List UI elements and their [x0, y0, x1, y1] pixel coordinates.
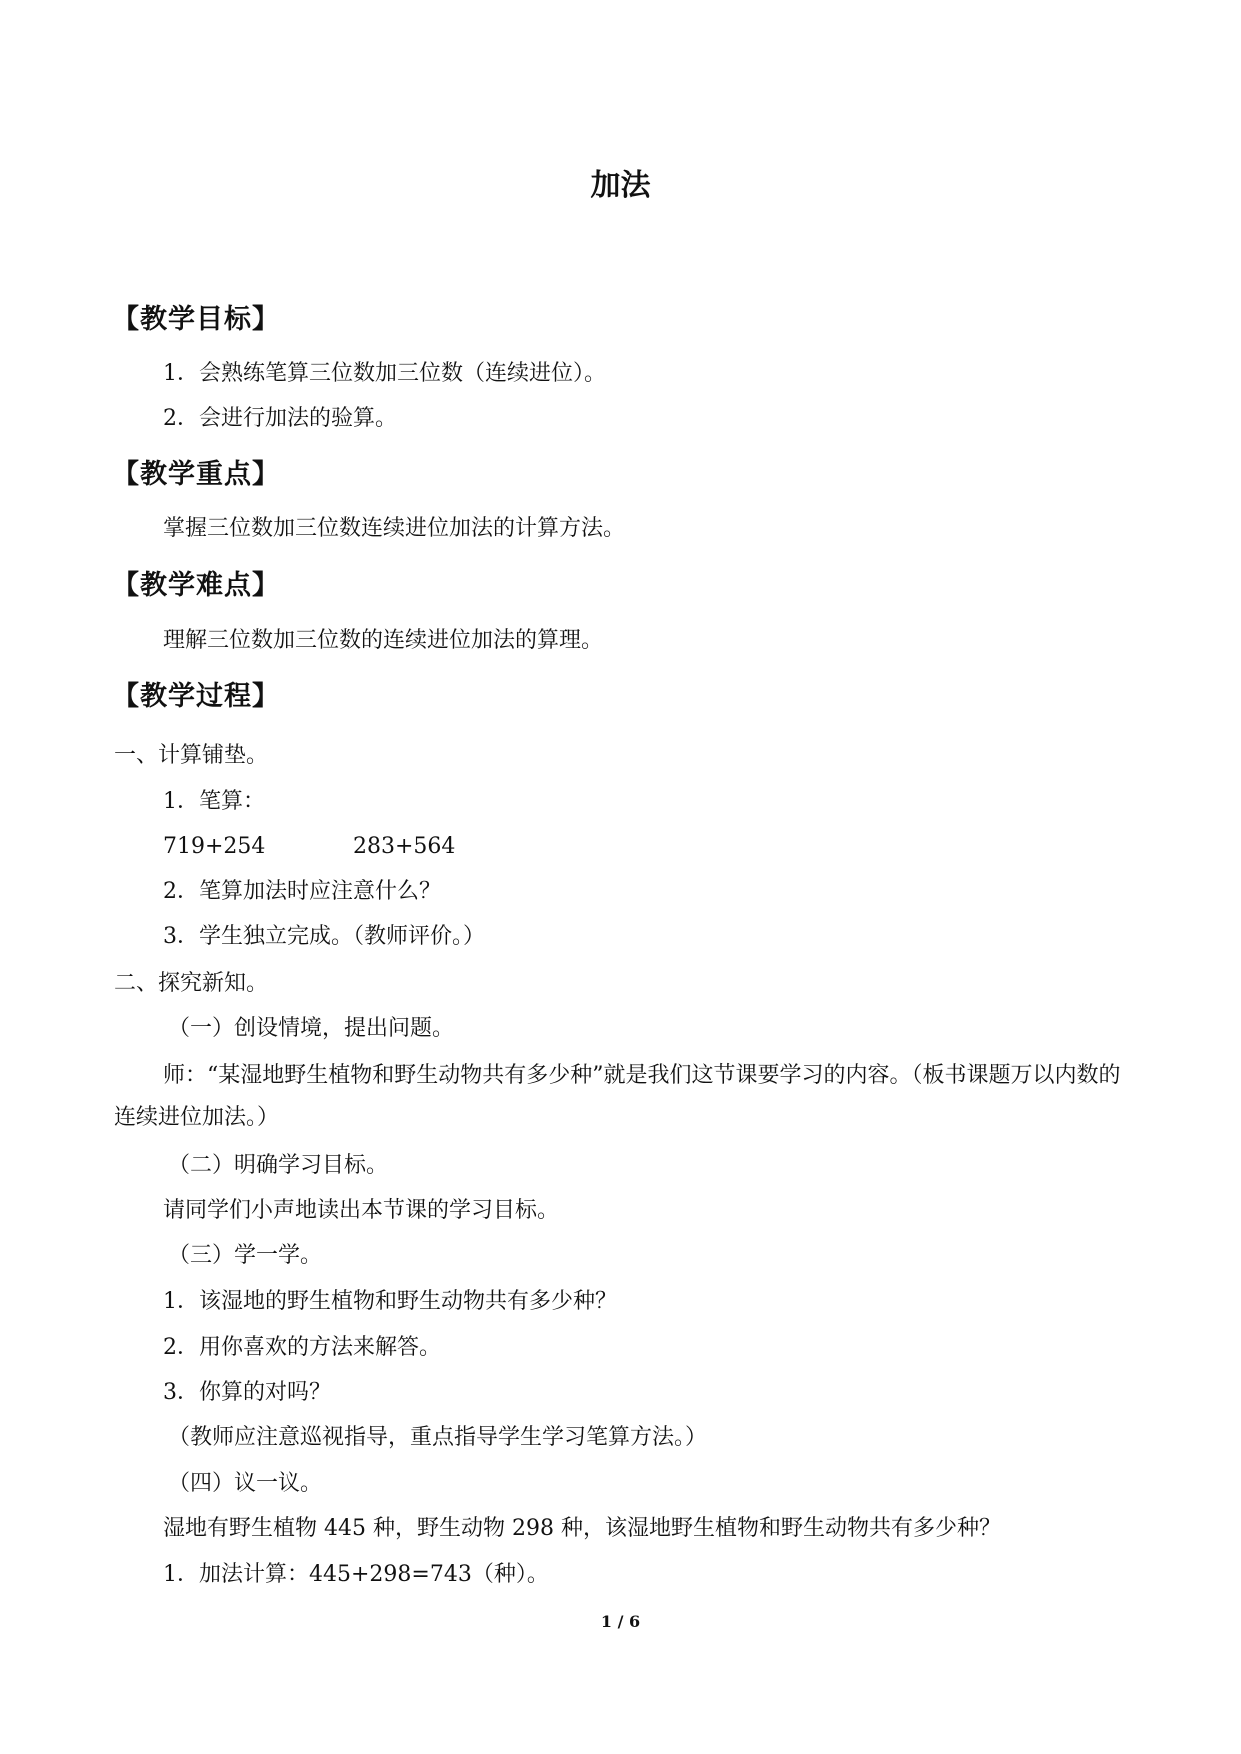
- heading-difficulties: 【教学难点】: [112, 570, 280, 601]
- question-3: 3．你算的对吗？: [163, 1380, 331, 1405]
- page-number: 1 / 6: [600, 1612, 641, 1631]
- teacher-line: 师：“某湿地野生植物和野生动物共有多少种”就是我们这节课要学习的内容。（板书课题万以内数的连续进位加法。）: [114, 1063, 1121, 1130]
- document-title: 加法: [590, 168, 651, 203]
- part2-sub1: （一）创设情境，提出问题。: [168, 1016, 455, 1041]
- calc-a: 719+254: [163, 834, 266, 859]
- part2-title: 二、探究新知。: [114, 971, 269, 996]
- answer-line: 1．加法计算：445+298=743（种）。: [163, 1562, 549, 1587]
- part2-sub2-text: 请同学们小声地读出本节课的学习目标。: [163, 1198, 560, 1223]
- part2-sub2: （二）明确学习目标。: [168, 1153, 389, 1178]
- part2-sub4: （四）议一议。: [168, 1471, 323, 1496]
- objective-item-1: 1．会熟练笔算三位数加三位数（连续进位）。: [163, 361, 606, 386]
- objective-item-2: 2．会进行加法的验算。: [163, 406, 397, 431]
- question-2: 2．用你喜欢的方法来解答。: [163, 1335, 441, 1360]
- question-1: 1．该湿地的野生植物和野生动物共有多少种？: [163, 1289, 617, 1314]
- key-points-text: 掌握三位数加三位数连续进位加法的计算方法。: [163, 516, 626, 541]
- teacher-note: （教师应注意巡视指导，重点指导学生学习笔算方法。）: [168, 1425, 708, 1450]
- heading-key-points: 【教学重点】: [112, 459, 280, 490]
- calc-b: 283+564: [353, 834, 456, 859]
- heading-process: 【教学过程】: [112, 681, 280, 712]
- part2-sub3: （三）学一学。: [168, 1243, 323, 1268]
- part1-step1: 1．笔算：: [163, 789, 265, 814]
- problem-statement: 湿地有野生植物 445 种，野生动物 298 种，该湿地野生植物和野生动物共有多少种？: [163, 1516, 1001, 1541]
- part1-step3: 3．学生独立完成。（教师评价。）: [163, 924, 485, 949]
- calc-row: [163, 833, 455, 861]
- part1-step2: 2．笔算加法时应注意什么？: [163, 879, 441, 904]
- part1-title: 一、计算铺垫。: [114, 743, 269, 768]
- difficulties-text: 理解三位数加三位数的连续进位加法的算理。: [163, 628, 604, 653]
- heading-objectives: 【教学目标】: [112, 304, 280, 335]
